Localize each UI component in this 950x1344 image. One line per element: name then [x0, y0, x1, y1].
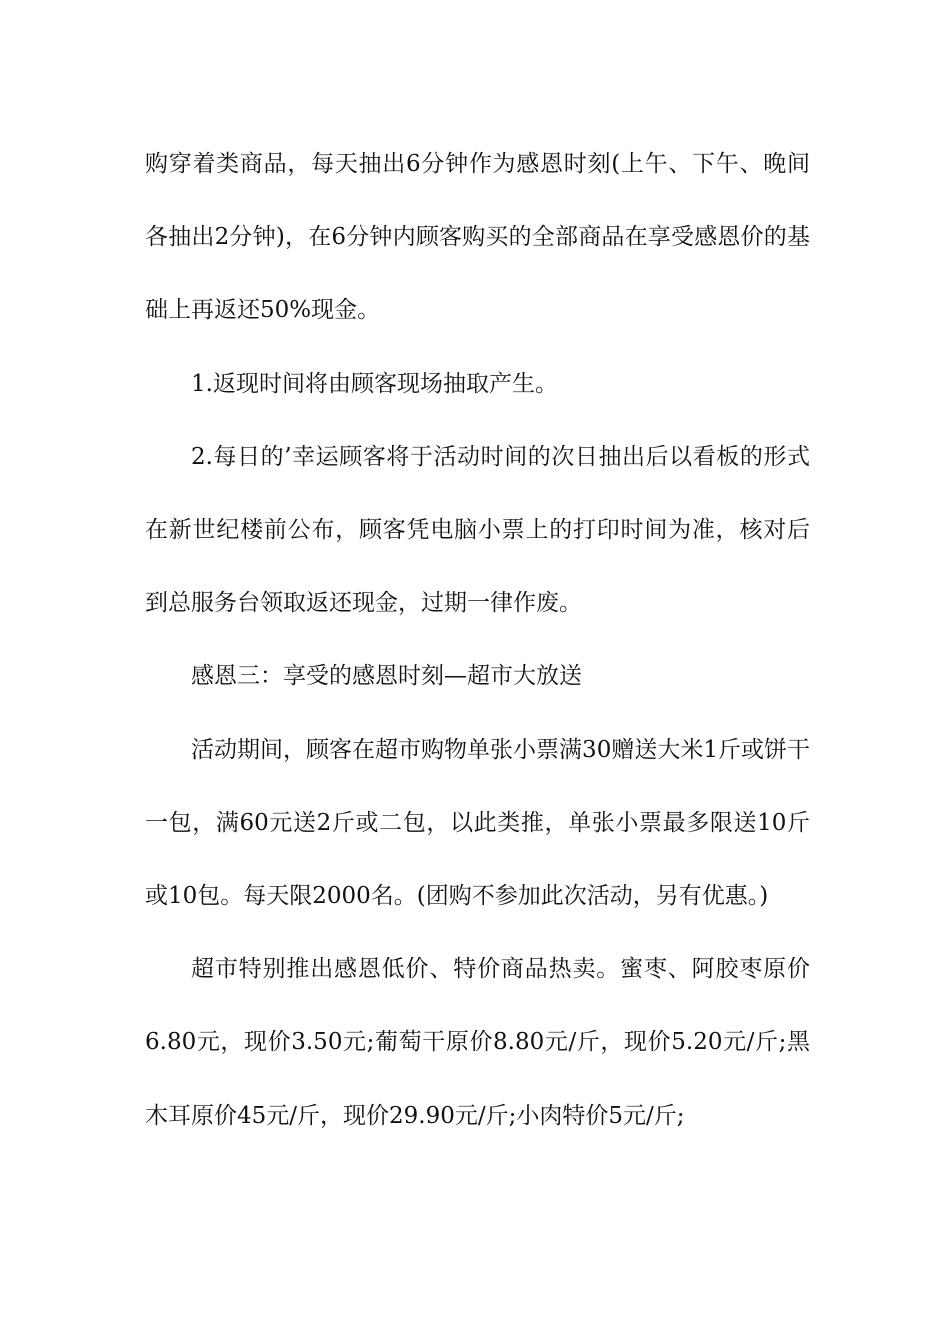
paragraph-supermarket-gift: 活动期间，顾客在超市购物单张小票满30赠送大米1斤或饼干一包，满60元送2斤或二包，以此类推，单张小票最多限送10斤或10包。每天限2000名。(团购不参加此次活动，另有优惠。): [145, 736, 810, 910]
paragraph-cash-back-time: 购穿着类商品，每天抽出6分钟作为感恩时刻(上午、下午、晚间各抽出2分钟)，在6分钟内顾客购买的全部商品在享受感恩价的基础上再返还50%现金。: [145, 151, 810, 324]
section-heading-gratitude-three: 感恩三：享受的感恩时刻—超市大放送: [191, 663, 582, 690]
paragraph-rule-1: 1.返现时间将由顾客现场抽取产生。: [191, 370, 558, 397]
document-body: [145, 128, 810, 1153]
paragraph-rule-2: 2.每日的’幸运顾客将于活动时间的次日抽出后以看板的形式在新世纪楼前公布，顾客凭电脑小票上的打印时间为准，核对后到总服务台领取返还现金，过期一律作废。: [145, 443, 810, 617]
paragraph-special-prices: 超市特别推出感恩低价、特价商品热卖。蜜枣、阿胶枣原价6.80元，现价3.50元;葡萄干原价8.80元/斤，现价5.20元/斤;黑木耳原价45元/斤，现价29.90元/斤;小肉特价5元/斤;: [145, 956, 810, 1129]
